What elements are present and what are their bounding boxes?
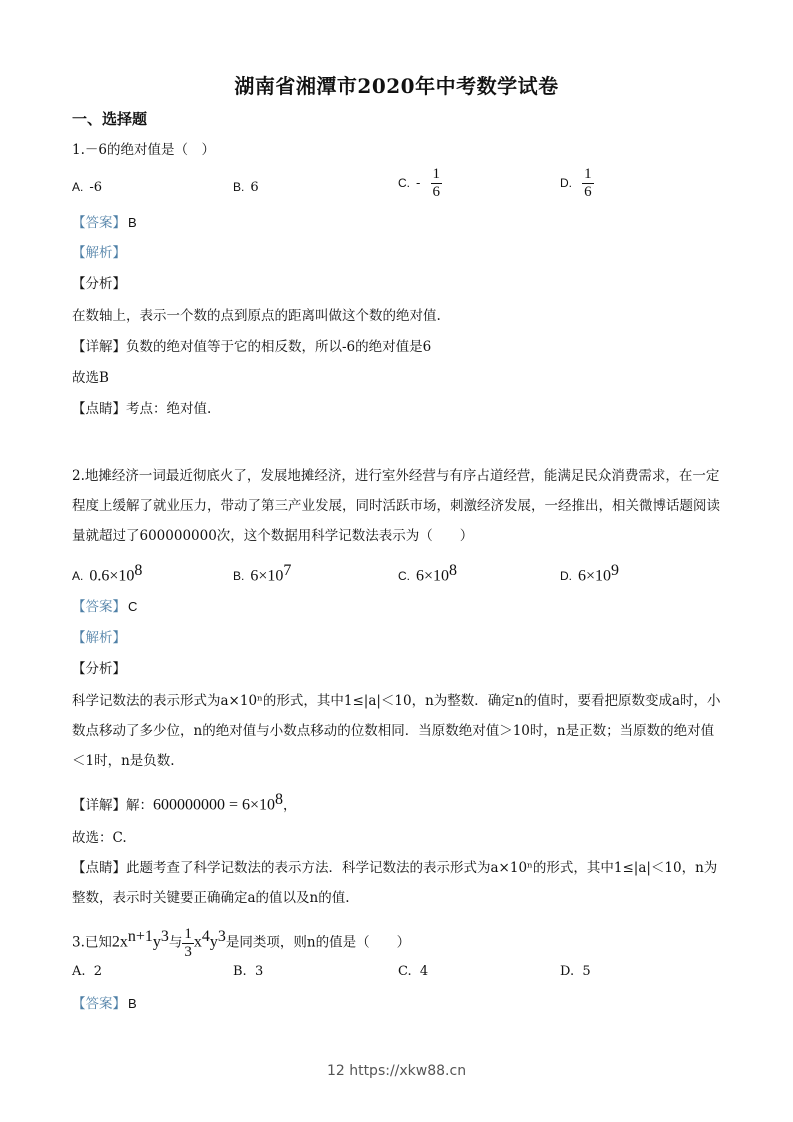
q2-answer: 【答案】 C — [72, 599, 138, 615]
q1-comment: 【点睛】考点：绝对值. — [72, 401, 212, 417]
q2-stem: 2.地摊经济一词最近彻底火了，发展地摊经济，进行室外经营与有序占道经营，能满足民众消费需求，在一定程度上缓解了就业压力，带动了第三产业发展，同时活跃市场，刺激经济发展，一经推出，相关微博话题阅读量就超过了600000000次，这个数据用科学记数法表示为（ ） — [72, 468, 720, 544]
q1-option-a: A. -6 — [72, 180, 103, 195]
q2-detail: 【详解】解：$600000000 = 6\times 10^8$， — [72, 791, 297, 814]
q1-fenxi: 在数轴上，表示一个数的点到原点的距离叫做这个数的绝对值. — [72, 308, 441, 324]
q3-option-b: B. 3 — [233, 964, 264, 979]
q2-option-b: B. $6\times 10^7$ — [233, 562, 292, 585]
q1-option-b: B. 6 — [233, 180, 259, 195]
page-footer-link[interactable]: 12 https://xkw88.cn — [326, 1063, 467, 1079]
q1-fenxi-tag: 【分析】 — [72, 276, 126, 292]
q3-stem: 3.已知$2x^{n+1}y^3$与 $\frac{1}{3}$ $x^4y^3$是同类项，则n的值是（ ） — [72, 925, 411, 960]
q1-stem: 1.－6的绝对值是（ ） — [72, 142, 215, 158]
q3-answer: 【答案】 B — [72, 996, 137, 1012]
q1-option-d: D. $\frac{1}{6}$ — [560, 166, 592, 200]
q2-option-d: D. $6\times 10^9$ — [560, 562, 620, 585]
q2-choose: 故选：C. — [72, 830, 127, 846]
q3-option-d: D. 5 — [560, 964, 591, 979]
q1-detail: 【详解】负数的绝对值等于它的相反数，所以-6的绝对值是6 — [72, 339, 432, 355]
q1-choose: 故选B — [72, 370, 109, 386]
q2-comment: 【点睛】此题考查了科学记数法的表示方法．科学记数法的表示形式为a×10ⁿ的形式，其中1≤|a|＜10，n为整数，表示时关键要正确确定a的值以及n的值. — [72, 860, 718, 906]
page-title: 湖南省湘潭市2020年中考数学试卷 — [234, 74, 559, 98]
q1-analysis-tag: 【解析】 — [72, 245, 126, 261]
q3-option-a: A. 2 — [72, 964, 103, 979]
q1-answer: 【答案】 B — [72, 215, 137, 231]
q3-option-c: C. 4 — [398, 964, 429, 979]
q1-option-c: C. - $\frac{1}{6}$ — [398, 166, 441, 200]
q2-option-c: C. $6\times 10^8$ — [398, 562, 458, 585]
q2-fenxi-tag: 【分析】 — [72, 661, 126, 677]
section-heading: 一、选择题 — [72, 110, 148, 128]
q2-analysis-tag: 【解析】 — [72, 630, 126, 646]
q2-option-a: A. $0.6\times 10^8$ — [72, 562, 143, 585]
q2-fenxi: 科学记数法的表示形式为a×10ⁿ的形式，其中1≤|a|＜10，n为整数．确定n的值时，要看把原数变成a时，小数点移动了多少位，n的绝对值与小数点移动的位数相同．当原数绝对值＞10时，n是正数；当原数的绝对值＜1时，n是负数. — [72, 693, 721, 769]
